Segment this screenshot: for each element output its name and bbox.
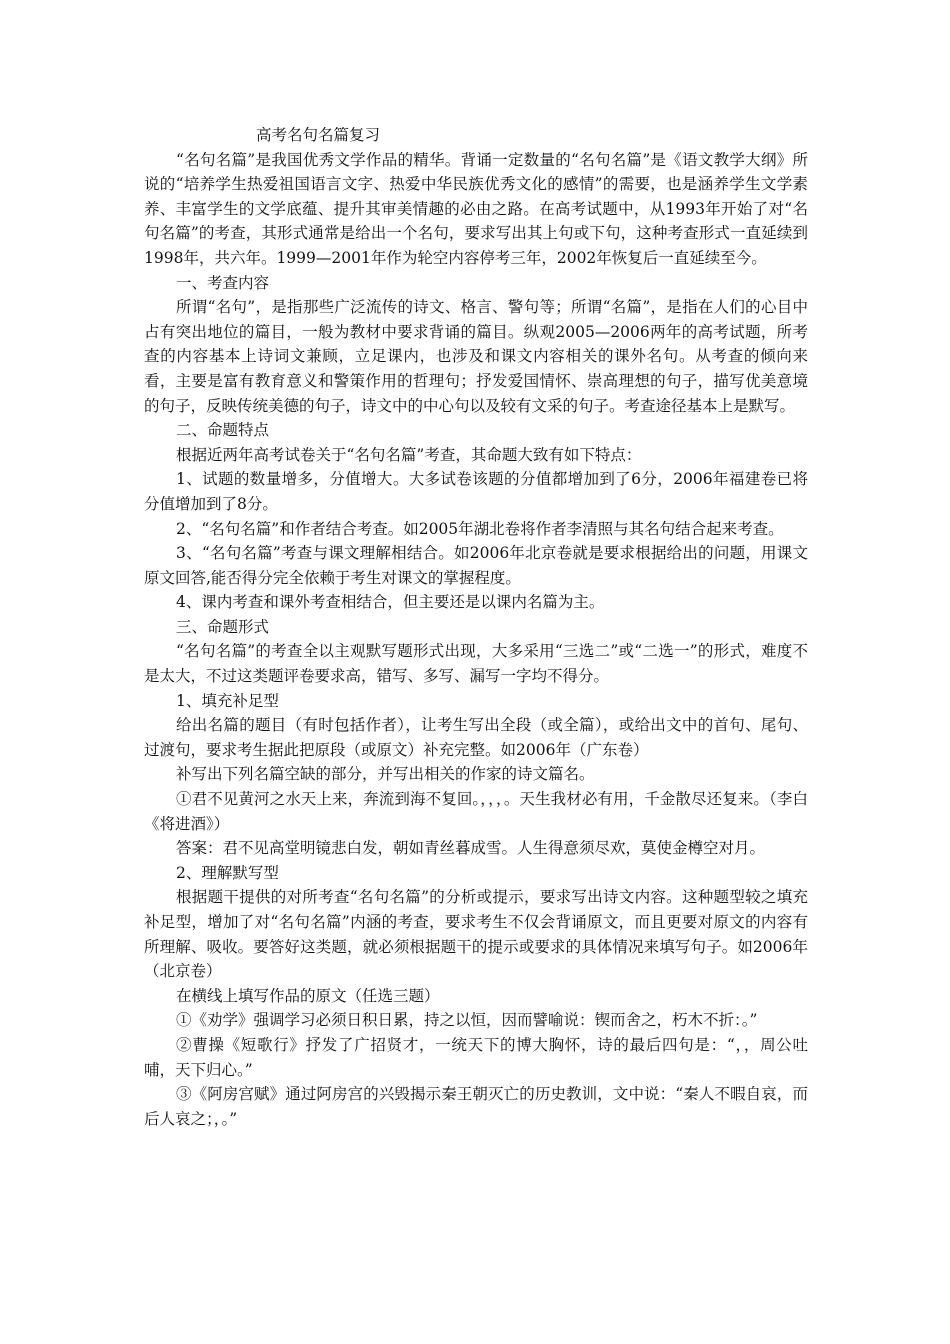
list-item: 2、“名句名篇”和作者结合考查。如2005年湖北卷将作者李清照与其名句结合起来考查。 [176,519,784,538]
list-item: 1、试题的数量增多，分值增大。大多试卷该题的分值都增加到了6分，2006年福建卷已将分值增加到了8分。 [144,470,808,513]
example-question: ②曹操《短歌行》抒发了广招贤才，一统天下的博大胸怀，诗的最后四句是：“，，周公吐哺，天下归心。” [144,1035,808,1079]
list-item: 4、课内考查和课外考查相结合，但主要还是以课内名篇为主。 [176,593,605,612]
document-title: 高考名句名篇复习 [256,126,381,144]
example-answer: 答案：君不见高堂明镜悲白发，朝如青丝暮成雪。人生得意须尽欢，莫使金樽空对月。 [176,839,766,858]
body-paragraph: 根据题干提供的对所考查“名句名篇”的分析或提示，要求写出诗文内容。这种题型较之填充补足型，增加了对“名句名篇”内涵的考查，要求考生不仅会背诵原文，而且更要对原文的内容有所理解、吸收。要答好这类题，就必须根据题干的提示或要求的具体情况来填写句子。如2006年（北京卷） [144,888,808,981]
subsection-heading: 1、填充补足型 [176,691,279,710]
example-question: ③《阿房宫赋》通过阿房宫的兴毁揭示秦王朝灭亡的历史教训，文中说：“秦人不暇自哀，而后人哀之；，。” [144,1085,808,1128]
example-question: ①《劝学》强调学习必须日积日累，持之以恒，因而譬喻说：锲而舍之，朽木不折：。” [176,1011,758,1030]
body-paragraph: “名句名篇”的考查全以主观默写题形式出现，大多采用“三选二”或“二选一”的形式，难度不是太大，不过这类题评卷要求高，错写、多写、漏写一字均不得分。 [144,642,808,686]
intro-paragraph: “名句名篇”是我国优秀文学作品的精华。背诵一定数量的“名句名篇”是《语文教学大纲》所说的“培养学生热爱祖国语言文字、热爱中华民族优秀文化的感情”的需要，也是涵养学生文学素养、丰富学生的文学底蕴、提升其审美情趣的必由之路。在高考试题中，从1993年开始了对“名句名篇”的考查，其形式通常是给出一个名句，要求写出其上句或下句，这种考查形式一直延续到1998年，共六年。1999—2001年作为轮空内容停考三年，2002年恢复后一直延续至今。 [144,150,808,267]
section-heading: 二、命题特点 [176,421,270,440]
document-body [144,123,808,1131]
body-paragraph: 所谓“名句”，是指那些广泛流传的诗文、格言、警句等；所谓“名篇”，是指在人们的心目中占有突出地位的篇目，一般为教材中要求背诵的篇目。纵观2005—2006两年的高考试题，所考查的内容基本上诗词文兼顾，立足课内，也涉及和课文内容相关的课外名句。从考查的倾向来看，主要是富有教育意义和警策作用的哲理句；抒发爱国情怀、崇高理想的句子，描写优美意境的句子，反映传统美德的句子，诗文中的中心句以及较有文采的句子。考查途径基本上是默写。 [144,298,808,415]
subsection-heading: 2、理解默写型 [176,863,279,882]
example-question: ①君不见黄河之水天上来，奔流到海不复回。，，，。天生我材必有用，千金散尽还复来。（李白《将进酒》） [144,790,808,833]
body-paragraph: 补写出下列名篇空缺的部分，并写出相关的作家的诗文篇名。 [176,765,595,784]
body-paragraph: 给出名篇的题目（有时包括作者），让考生写出全段（或全篇），或给出文中的首句、尾句、过渡句，要求考生据此把原段（或原文）补充完整。如2006年（广东卷） [144,716,808,759]
list-item: 3、“名句名篇”考查与课文理解相结合。如2006年北京卷就是要求根据给出的问题，用课文原文回答,能否得分完全依赖于考生对课文的掌握程度。 [144,544,808,587]
section-heading: 三、命题形式 [176,617,270,636]
body-paragraph: 在横线上填写作品的原文（任选三题） [176,986,440,1005]
section-heading: 一、考查内容 [176,273,270,292]
body-paragraph: 根据近两年高考试卷关于“名句名篇”考查，其命题大致有如下特点： [176,445,642,464]
